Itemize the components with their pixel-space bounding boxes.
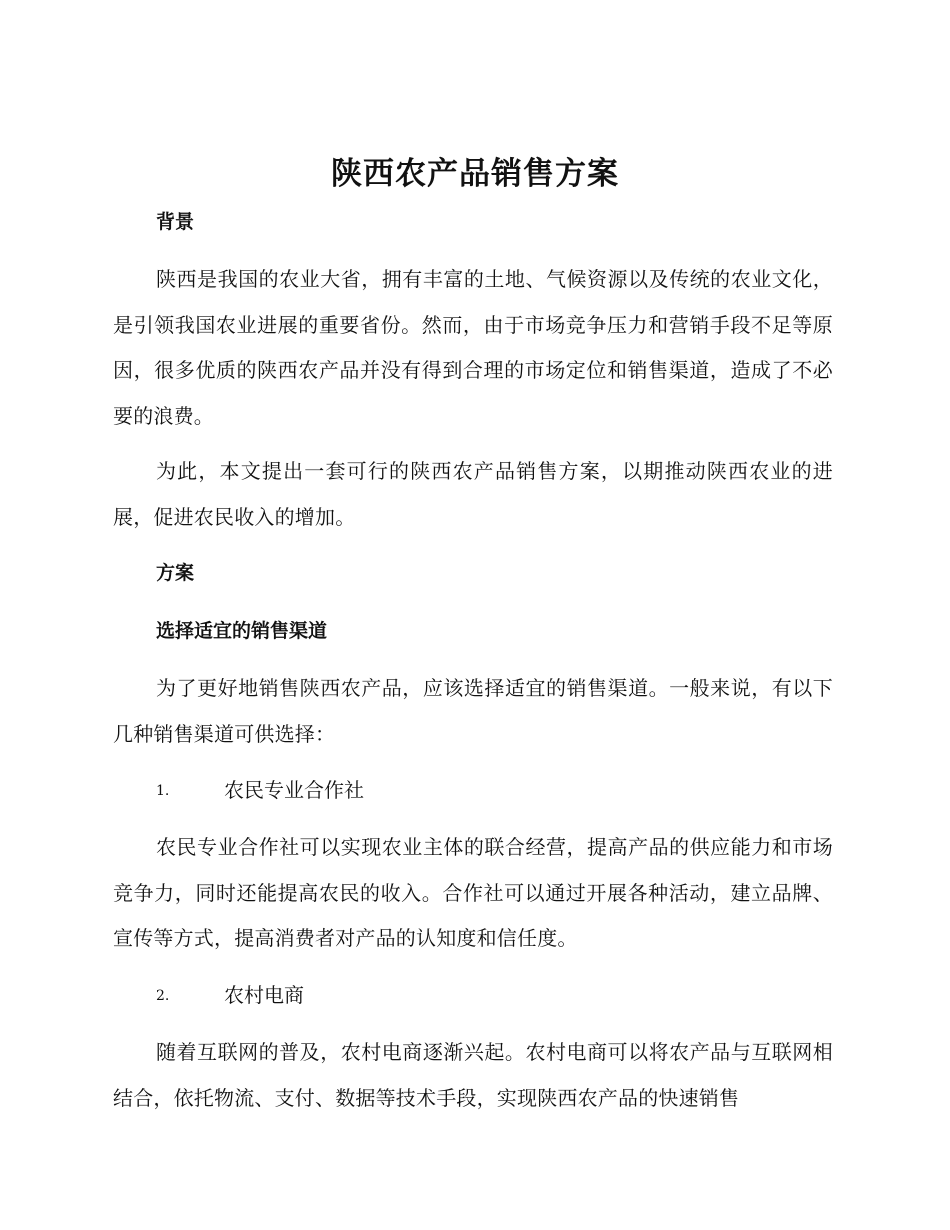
list-item [156, 980, 304, 1011]
list-item-label: 农村电商 [224, 983, 304, 1007]
document-title: 陕西农产品销售方案 [331, 156, 619, 192]
background-heading: 背景 [156, 211, 195, 233]
section-intro-paragraph: 为了更好地销售陕西农产品，应该选择适宜的销售渠道。一般来说，有以下几种销售渠道可供选择： [113, 676, 833, 746]
item-description-paragraph: 随着互联网的普及，农村电商逐渐兴起。农村电商可以将农产品与互联网相结合，依托物流、支付、数据等技术手段，实现陕西农产品的快速销售 [113, 1040, 833, 1110]
list-item-label: 农民专业合作社 [224, 778, 364, 802]
background-paragraph-2: 为此，本文提出一套可行的陕西农产品销售方案，以期推动陕西农业的进展，促进农民收入的增加。 [113, 459, 833, 529]
section-heading-sales-channels: 选择适宜的销售渠道 [156, 620, 328, 642]
list-item-number: 1. [156, 783, 170, 799]
item-description-paragraph: 农民专业合作社可以实现农业主体的联合经营，提高产品的供应能力和市场竞争力，同时还能提高农民的收入。合作社可以通过开展各种活动，建立品牌、宣传等方式，提高消费者对产品的认知度和信任度。 [113, 835, 833, 950]
list-item-number: 2. [156, 988, 170, 1004]
list-item [156, 775, 364, 806]
background-paragraph-1: 陕西是我国的农业大省，拥有丰富的土地、气候资源以及传统的农业文化，是引领我国农业进展的重要省份。然而，由于市场竞争压力和营销手段不足等原因，很多优质的陕西农产品并没有得到合理的市场定位和销售渠道，造成了不必要的浪费。 [113, 267, 833, 428]
plan-heading: 方案 [156, 562, 195, 584]
